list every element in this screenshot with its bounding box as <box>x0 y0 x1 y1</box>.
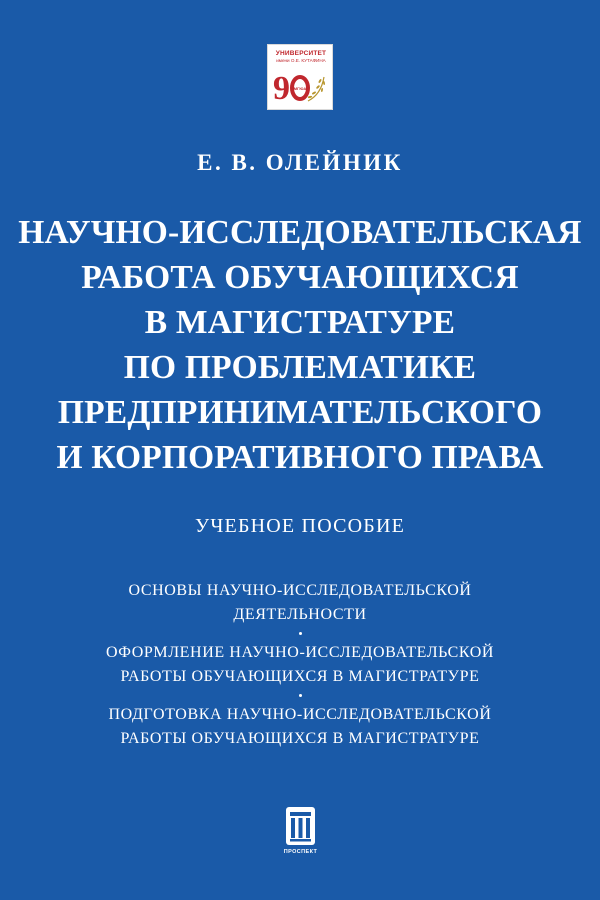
publisher-name: ПРОСПЕКТ <box>283 849 318 855</box>
university-logo <box>267 44 333 110</box>
title-line: РАБОТА ОБУЧАЮЩИХСЯ <box>81 259 519 296</box>
contents-item <box>0 703 600 751</box>
title-line: ПО ПРОБЛЕМАТИКЕ <box>123 349 477 386</box>
title-line: НАУЧНО-ИССЛЕДОВАТЕЛЬСКАЯ <box>18 214 582 251</box>
book-title <box>0 210 600 480</box>
publisher-book-icon <box>272 805 329 849</box>
contents-line: ОСНОВЫ НАУЧНО-ИССЛЕДОВАТЕЛЬСКОЙ <box>128 582 472 599</box>
contents-line: ДЕЯТЕЛЬНОСТИ <box>233 606 367 623</box>
university-dedication: имени О.Е. КУТАФИНА <box>276 58 326 63</box>
title-line: В МАГИСТРАТУРЕ <box>144 304 456 341</box>
bullet-separator <box>0 689 600 703</box>
contents-item <box>0 579 600 627</box>
contents-list <box>0 579 600 751</box>
publisher-logo <box>272 805 329 862</box>
book-type: УЧЕБНОЕ ПОСОБИЕ <box>194 515 406 537</box>
contents-line: РАБОТЫ ОБУЧАЮЩИХСЯ В МАГИСТРАТУРЕ <box>120 668 480 685</box>
contents-line: ОФОРМЛЕНИЕ НАУЧНО-ИССЛЕДОВАТЕЛЬСКОЙ <box>105 644 495 661</box>
title-line: И КОРПОРАТИВНОГО ПРАВА <box>56 439 544 476</box>
anniversary-number: 9 <box>273 70 290 107</box>
title-line: ПРЕДПРИНИМАТЕЛЬСКОГО <box>57 394 543 431</box>
svg-text:МГЮА: МГЮА <box>293 86 307 91</box>
university-name: УНИВЕРСИТЕТ <box>275 50 327 57</box>
contents-item <box>0 641 600 689</box>
contents-line: РАБОТЫ ОБУЧАЮЩИХСЯ В МАГИСТРАТУРЕ <box>120 730 480 747</box>
bullet-separator <box>0 627 600 641</box>
contents-line: ПОДГОТОВКА НАУЧНО-ИССЛЕДОВАТЕЛЬСКОЙ <box>108 706 492 723</box>
author-name: Е. В. ОЛЕЙНИК <box>197 150 403 175</box>
